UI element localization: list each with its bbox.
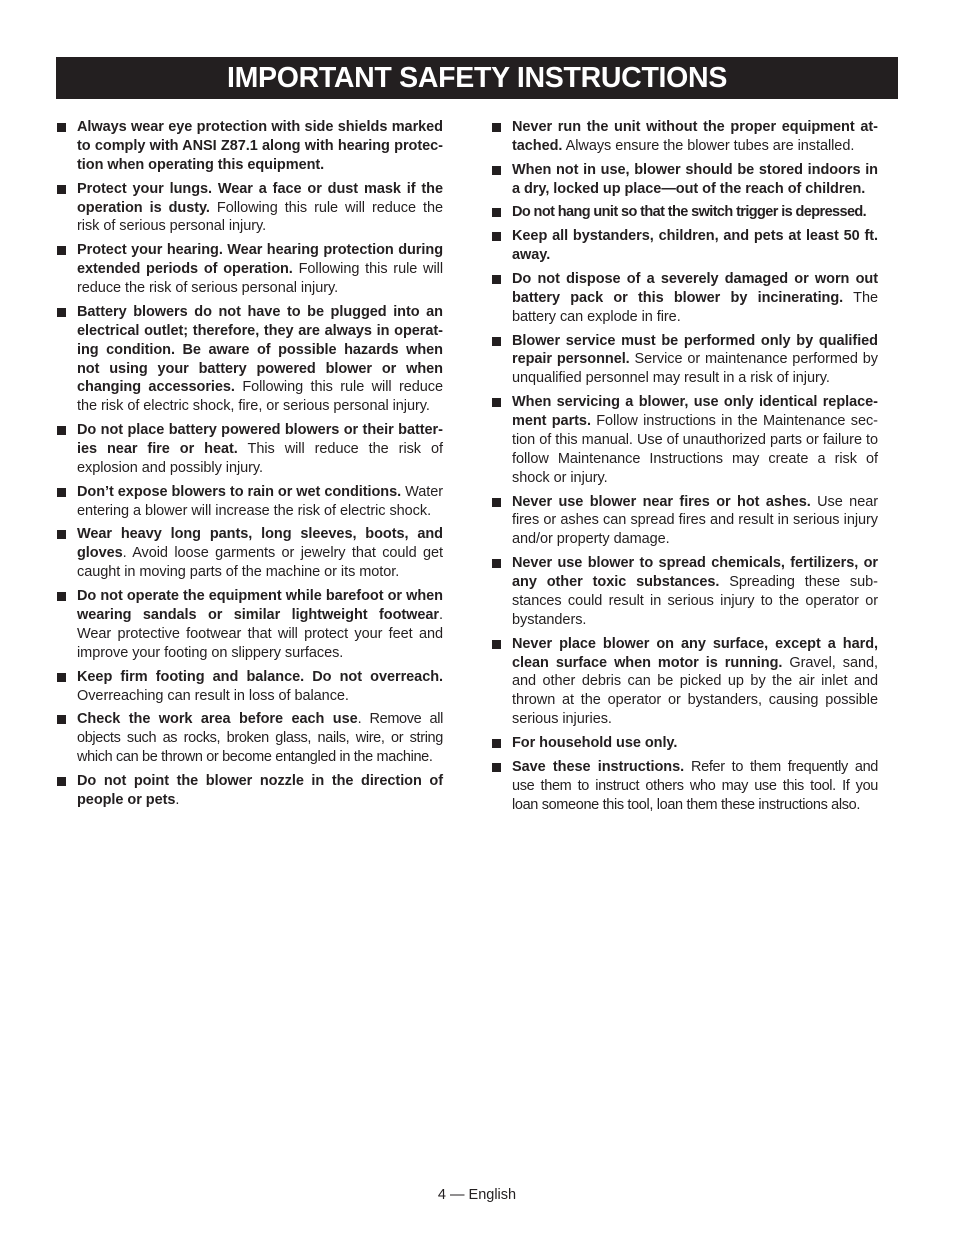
item-bold-text: Keep firm footing and balance. Do not overreach. xyxy=(77,668,443,685)
item-text: Use near fires or ashes can spread fires and result in serious injury and/or property damage. xyxy=(512,493,878,548)
square-bullet-icon xyxy=(57,123,66,132)
list-item xyxy=(56,118,443,175)
square-bullet-icon xyxy=(492,275,501,284)
item-text: Following this rule will reduce the risk of electric shock, fire, or serious personal injury. xyxy=(77,379,443,415)
item-bold-text: Do not place battery powered blowers or their batteries near fire or heat. xyxy=(77,422,443,458)
item-bold-text: Protect your lungs. Wear a face or dust mask if the operation is dusty. xyxy=(77,180,443,216)
page-title: IMPORTANT SAFETY INSTRUCTIONS xyxy=(56,57,898,99)
list-item xyxy=(56,421,443,478)
square-bullet-icon xyxy=(492,498,501,507)
square-bullet-icon xyxy=(57,488,66,497)
list-item xyxy=(491,270,878,327)
list-item xyxy=(491,393,878,488)
item-bold-text: Do not hang unit so that the switch trigger is depressed. xyxy=(512,204,867,221)
list-item xyxy=(491,734,878,753)
list-item xyxy=(491,203,878,222)
item-text: Always ensure the blower tubes are installed. xyxy=(562,137,855,154)
item-bold-text: Never use blower near fires or hot ashes. xyxy=(512,493,811,510)
item-text: . Avoid loose garments or jewelry that could get caught in moving parts of the machine or its motor. xyxy=(77,545,443,581)
item-bold-text: When servicing a blower, use only identical replacement parts. xyxy=(512,394,878,430)
square-bullet-icon xyxy=(57,530,66,539)
list-item xyxy=(491,227,878,265)
right-column xyxy=(491,118,878,820)
item-bold-text: When not in use, blower should be stored indoors in a dry, locked up place—out of the reach of children. xyxy=(512,161,878,197)
item-bold-text: Don’t expose blowers to rain or wet conditions. xyxy=(77,483,402,500)
item-text: Overreaching can result in loss of balance. xyxy=(77,687,349,704)
list-item xyxy=(56,303,443,416)
list-item xyxy=(491,635,878,730)
item-text: Water entering a blower will increase the risk of electric shock. xyxy=(77,483,443,519)
square-bullet-icon xyxy=(492,763,501,772)
list-item xyxy=(491,332,878,389)
square-bullet-icon xyxy=(57,246,66,255)
item-bold-text: Blower service must be performed only by qualified repair personnel. xyxy=(512,332,878,368)
list-item xyxy=(491,161,878,199)
square-bullet-icon xyxy=(57,715,66,724)
item-bold-text: Keep all bystanders, children, and pets at least 50 ft. away. xyxy=(512,228,878,264)
item-text: This will reduce the risk of explosion and possibly injury. xyxy=(77,441,443,476)
item-bold-text: Save these instructions. xyxy=(512,758,685,775)
item-text: Refer to them frequently and use them to instruct others who may use this tool. If you loan someone this tool, loan them these instructions also. xyxy=(512,758,878,813)
square-bullet-icon xyxy=(492,739,501,748)
item-bold-text: Wear heavy long pants, long sleeves, boots, and gloves xyxy=(77,526,443,562)
item-text: . xyxy=(175,791,180,808)
square-bullet-icon xyxy=(492,640,501,649)
item-text: . Remove all objects such as rocks, broken glass, nails, wire, or string which can be thrown or become entangled in the machine. xyxy=(77,711,443,766)
page-footer: 4 — English xyxy=(437,1187,517,1203)
item-text: Spreading these substances could result in serious injury to the operator or bystanders. xyxy=(512,574,878,628)
list-item xyxy=(56,710,443,767)
item-bold-text: Never use blower to spread chemicals, fertilizers, or any other toxic substances. xyxy=(512,555,878,591)
square-bullet-icon xyxy=(492,559,501,568)
square-bullet-icon xyxy=(492,232,501,241)
list-item xyxy=(56,525,443,582)
item-text: Following this rule will reduce the risk of serious personal injury. xyxy=(77,261,443,297)
item-text: Service or maintenance performed by unqualified personnel may result in a risk of injury. xyxy=(512,351,878,387)
item-bold-text: For household use only. xyxy=(512,735,678,752)
item-bold-text: Do not point the blower nozzle in the direction of people or pets xyxy=(77,772,443,808)
left-column xyxy=(56,118,443,815)
list-item xyxy=(56,772,443,810)
square-bullet-icon xyxy=(492,123,501,132)
item-text: The battery can explode in fire. xyxy=(512,289,878,325)
item-bold-text: Never place blower on any surface, except a hard, clean surface when motor is running. xyxy=(512,635,878,671)
list-item xyxy=(491,118,878,156)
list-item xyxy=(491,758,878,815)
square-bullet-icon xyxy=(492,208,501,217)
item-text: . Wear protective footwear that will protect your feet and improve your footing on slippery surfaces. xyxy=(77,606,443,661)
list-item xyxy=(56,241,443,298)
square-bullet-icon xyxy=(492,337,501,346)
item-text: Following this rule will reduce the risk of serious personal injury. xyxy=(77,199,443,235)
item-bold-text: Battery blowers do not have to be plugged into an electrical outlet; therefore, they are always in operating condition. Be aware of possible hazards when not using your battery powered blower or when changing accessories. xyxy=(77,303,443,396)
item-bold-text: Check the work area before each use xyxy=(77,711,358,728)
list-item xyxy=(56,668,443,706)
square-bullet-icon xyxy=(57,673,66,682)
square-bullet-icon xyxy=(57,777,66,786)
item-bold-text: Do not dispose of a severely damaged or worn out battery pack or this blower by incinerating. xyxy=(512,270,878,306)
item-text: Follow instructions in the Maintenance section of this manual. Use of unauthorized parts or failure to follow Maintenance Instructions may create a risk of shock or injury. xyxy=(512,413,879,486)
square-bullet-icon xyxy=(57,185,66,194)
item-bold-text: Always wear eye protection with side shields marked to comply with ANSI Z87.1 along with hearing protection when operating this equipment. xyxy=(77,119,443,173)
square-bullet-icon xyxy=(492,166,501,175)
square-bullet-icon xyxy=(57,308,66,317)
list-item xyxy=(491,493,878,550)
item-bold-text: Never run the unit without the proper equipment attached. xyxy=(512,119,878,154)
item-bold-text: Do not operate the equipment while barefoot or when wearing sandals or similar lightweight footwear xyxy=(77,588,443,623)
item-bold-text: Protect your hearing. Wear hearing protection during extended periods of operation. xyxy=(77,242,443,278)
list-item xyxy=(56,587,443,663)
list-item xyxy=(56,483,443,521)
item-text: Gravel, sand, and other debris can be picked up by the air inlet and thrown at the operator or bystanders, causing possible serious injuries. xyxy=(512,654,878,728)
square-bullet-icon xyxy=(492,398,501,407)
list-item xyxy=(491,554,878,630)
square-bullet-icon xyxy=(57,592,66,601)
square-bullet-icon xyxy=(57,426,66,435)
list-item xyxy=(56,180,443,237)
